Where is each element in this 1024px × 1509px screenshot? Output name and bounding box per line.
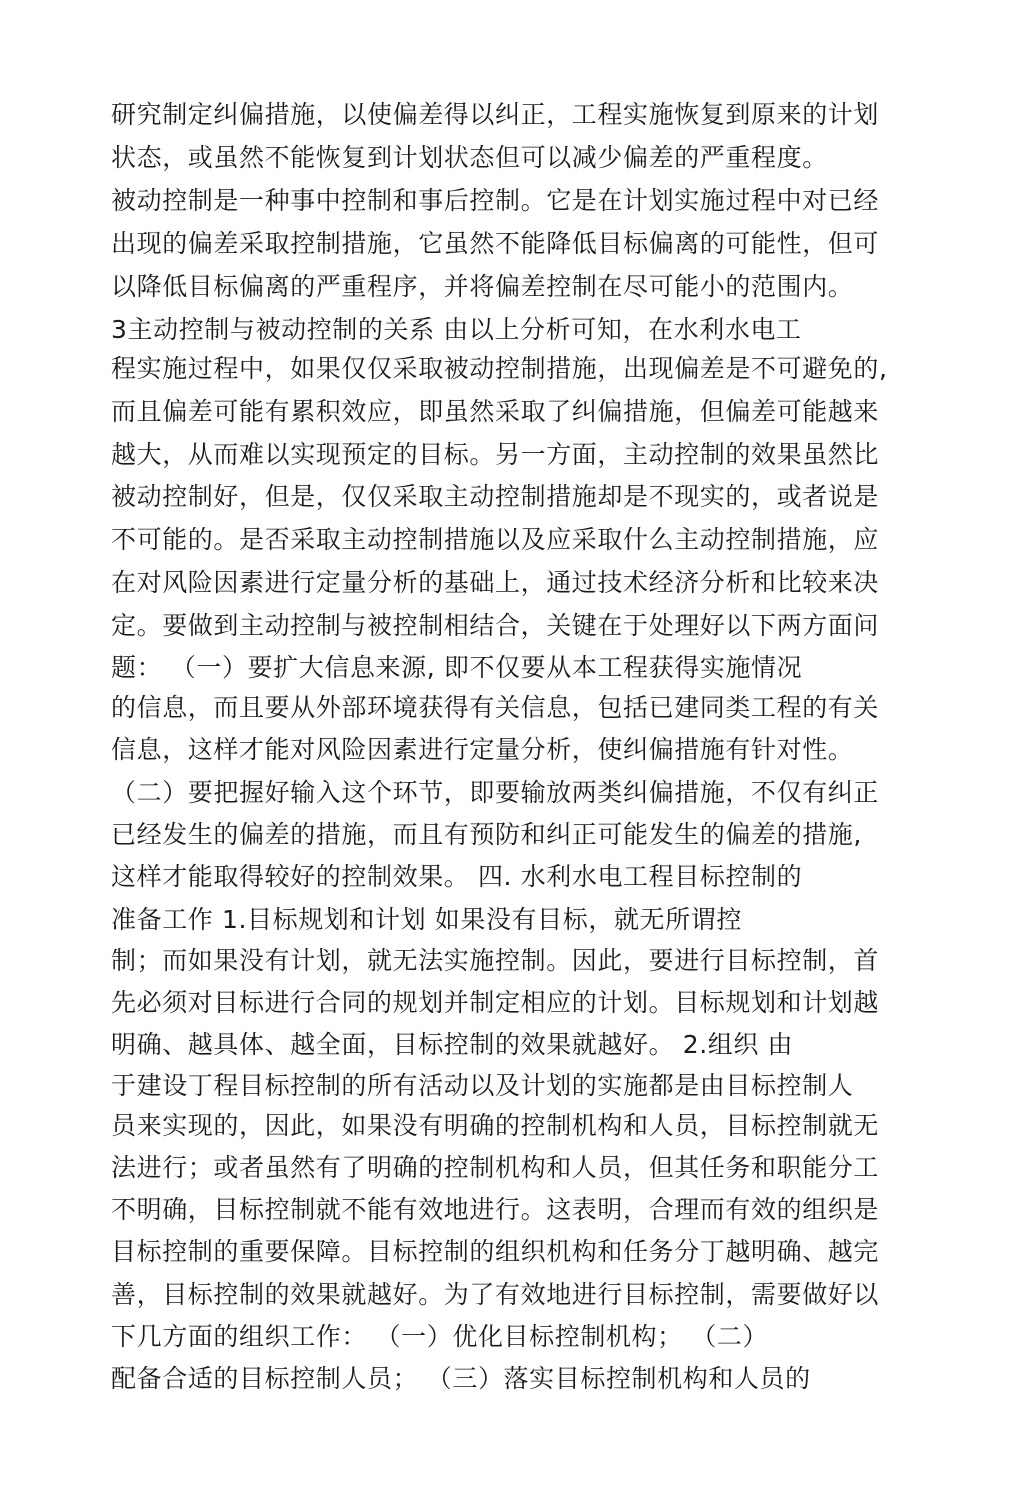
text-line: 3主动控制与被动控制的关系 由以上分析可知，在水利水电工 <box>111 315 802 344</box>
text-line: 以降低目标偏离的严重程序，并将偏差控制在尽可能小的范围内。 <box>111 272 854 301</box>
text-line: 明确、越具体、越全面，目标控制的效果就越好。 2.组织 由 <box>111 1030 794 1059</box>
text-line: 被动控制是一种事中控制和事后控制。它是在计划实施过程中对已经 <box>111 186 880 215</box>
text-line: 善，目标控制的效果就越好。为了有效地进行目标控制，需要做好以 <box>111 1280 880 1309</box>
text-line: 这样才能取得较好的控制效果。 四. 水利水电工程目标控制的 <box>111 862 803 891</box>
text-line: 目标控制的重要保障。目标控制的组织机构和任务分丁越明确、越完 <box>111 1237 880 1266</box>
text-line: 先必须对目标进行合同的规划并制定相应的计划。目标规划和计划越 <box>111 988 880 1017</box>
text-line: 不可能的。是否采取主动控制措施以及应采取什么主动控制措施，应 <box>111 525 880 554</box>
text-line: 越大，从而难以实现预定的目标。另一方面，主动控制的效果虽然比 <box>111 440 880 469</box>
text-line: 题： （一）要扩大信息来源, 即不仅要从本工程获得实施情况 <box>111 653 803 682</box>
text-line: 定。要做到主动控制与被控制相结合，关键在于处理好以下两方面问 <box>111 611 880 640</box>
text-line: 在对风险因素进行定量分析的基础上，通过技术经济分析和比较来决 <box>111 568 880 597</box>
text-line: 出现的偏差采取控制措施，它虽然不能降低目标偏离的可能性，但可 <box>111 229 880 258</box>
text-line: 研究制定纠偏措施，以使偏差得以纠正，工程实施恢复到原来的计划 <box>111 100 880 129</box>
text-line: 被动控制好，但是，仅仅采取主动控制措施却是不现实的，或者说是 <box>111 482 880 511</box>
text-line: 下几方面的组织工作： （一）优化目标控制机构； （二） <box>111 1322 769 1351</box>
text-line: 状态，或虽然不能恢复到计划状态但可以减少偏差的严重程度。 <box>111 143 828 172</box>
text-line: 的信息，而且要从外部环境获得有关信息，包括已建同类工程的有关 <box>111 693 880 722</box>
text-line: 准备工作 1.目标规划和计划 如果没有目标，就无所谓控 <box>111 905 742 934</box>
text-line: 不明确，目标控制就不能有效地进行。这表明，合理而有效的组织是 <box>111 1195 880 1224</box>
text-line: 员来实现的，因此，如果没有明确的控制机构和人员，目标控制就无 <box>111 1111 880 1140</box>
text-line: 已经发生的偏差的措施，而且有预防和纠正可能发生的偏差的措施, <box>111 820 862 849</box>
text-line: 程实施过程中，如果仅仅采取被动控制措施，出现偏差是不可避免的, <box>111 354 888 383</box>
text-line: 法进行；或者虽然有了明确的控制机构和人员，但其任务和职能分工 <box>111 1153 880 1182</box>
text-line: 制；而如果没有计划，就无法实施控制。因此，要进行目标控制，首 <box>111 946 880 975</box>
text-line: 于建设丁程目标控制的所有活动以及计划的实施都是由目标控制人 <box>111 1071 854 1100</box>
text-line: 而且偏差可能有累积效应，即虽然采取了纠偏措施，但偏差可能越来 <box>111 397 880 426</box>
text-line: （二）要把握好输入这个环节，即要输放两类纠偏措施，不仅有纠正 <box>111 778 880 807</box>
text-line: 信息，这样才能对风险因素进行定量分析，使纠偏措施有针对性。 <box>111 735 854 764</box>
text-line: 配备合适的目标控制人员； （三）落实目标控制机构和人员的 <box>111 1364 811 1393</box>
